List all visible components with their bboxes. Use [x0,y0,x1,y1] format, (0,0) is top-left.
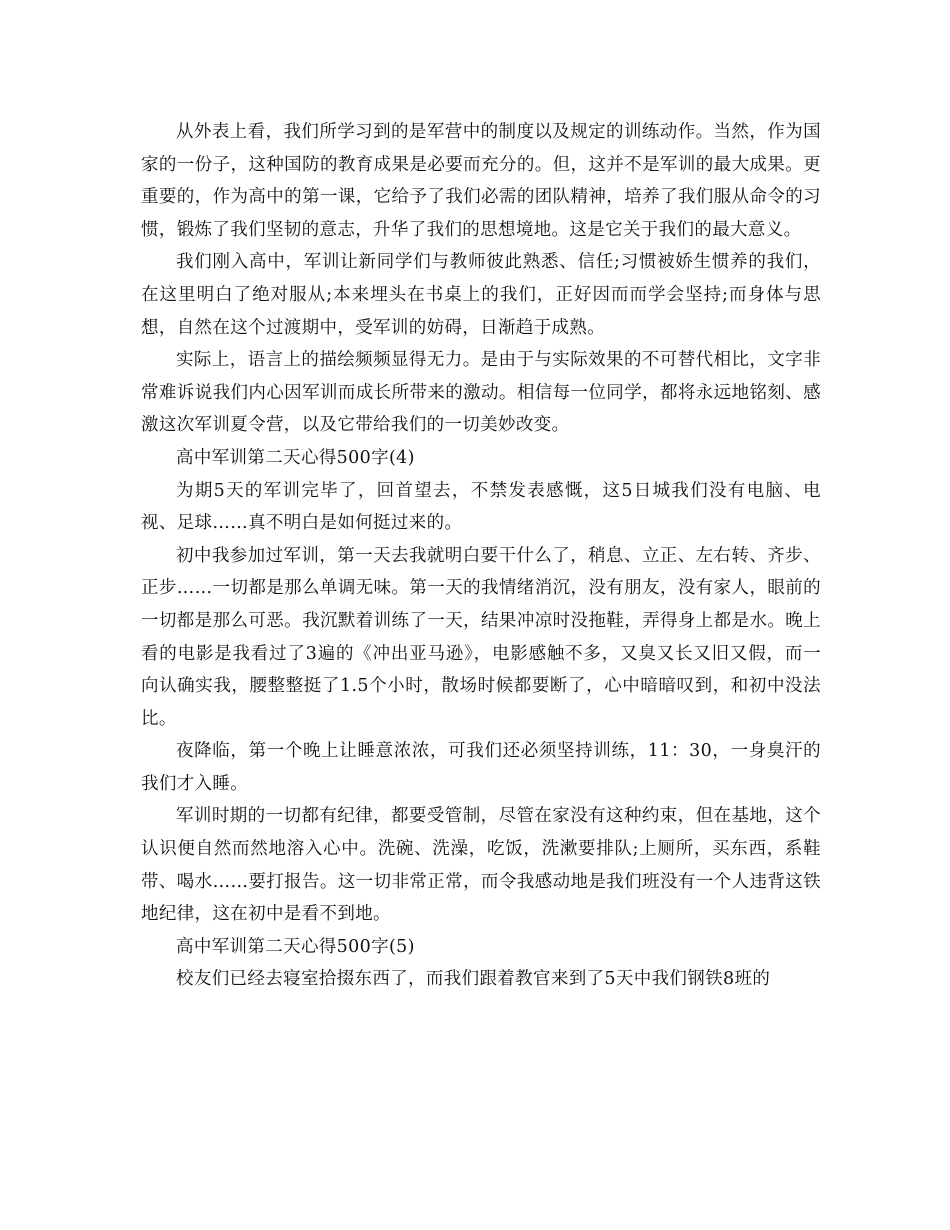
paragraph-2: 我们刚入高中，军训让新同学们与教师彼此熟悉、信任;习惯被娇生惯养的我们，在这里明白了绝对服从;本来埋头在书桌上的我们，正好因而而学会坚持;而身体与思想，自然在这个过渡期中，受军训的妨碍，日渐趋于成熟。 [141,252,821,338]
section-heading-4: 高中军训第二天心得500字(4) [176,447,415,468]
document-body [141,116,821,996]
paragraph-7: 军训时期的一切都有纪律，都要受管制，尽管在家没有这种约束，但在基地，这个认识便自然而然地溶入心中。洗碗、洗澡，吃饭，洗漱要排队;上厕所，买东西，系鞋带、喝水……要打报告。这一切非常正常，而令我感动地是我们班没有一个人违背这铁地纪律，这在初中是看不到地。 [141,806,821,925]
paragraph-6: 夜降临，第一个晚上让睡意浓浓，可我们还必须坚持训练，11：30，一身臭汗的我们才入睡。 [141,741,821,794]
paragraph-1: 从外表上看，我们所学习到的是军营中的制度以及规定的训练动作。当然，作为国家的一份子，这种国防的教育成果是必要而充分的。但，这并不是军训的最大成果。更重要的，作为高中的第一课，它给予了我们必需的团队精神，培养了我们服从命令的习惯，锻炼了我们坚韧的意志，升华了我们的思想境地。这是它关于我们的最大意义。 [141,122,821,240]
section-heading-5: 高中军训第二天心得500字(5) [176,936,415,957]
paragraph-5: 初中我参加过军训，第一天去我就明白要干什么了，稍息、立正、左右转、齐步、正步……一切都是那么单调无味。第一天的我情绪消沉，没有朋友，没有家人，眼前的一切都是那么可恶。我沉默着训练了一天，结果冲凉时没拖鞋，弄得身上都是水。晚上看的电影是我看过了3遍的《冲出亚马逊》，电影感触不多，又臭又长又旧又假，而一向认确实我，腰整整挺了1.5个小时，散场时候都要断了，心中暗暗叹到，和初中没法比。 [141,545,821,729]
paragraph-4: 为期5天的军训完毕了，回首望去，不禁发表感慨，这5日城我们没有电脑、电视、足球……真不明白是如何挺过来的。 [141,480,821,534]
paragraph-8: 校友们已经去寝室拾掇东西了，而我们跟着教官来到了5天中我们钢铁8班的 [176,969,771,990]
paragraph-3: 实际上，语言上的描绘频频显得无力。是由于与实际效果的不可替代相比，文字非常难诉说我们内心因军训而成长所带来的激动。相信每一位同学，都将永远地铭刻、感激这次军训夏令营，以及它带给我们的一切美妙改变。 [141,350,821,436]
